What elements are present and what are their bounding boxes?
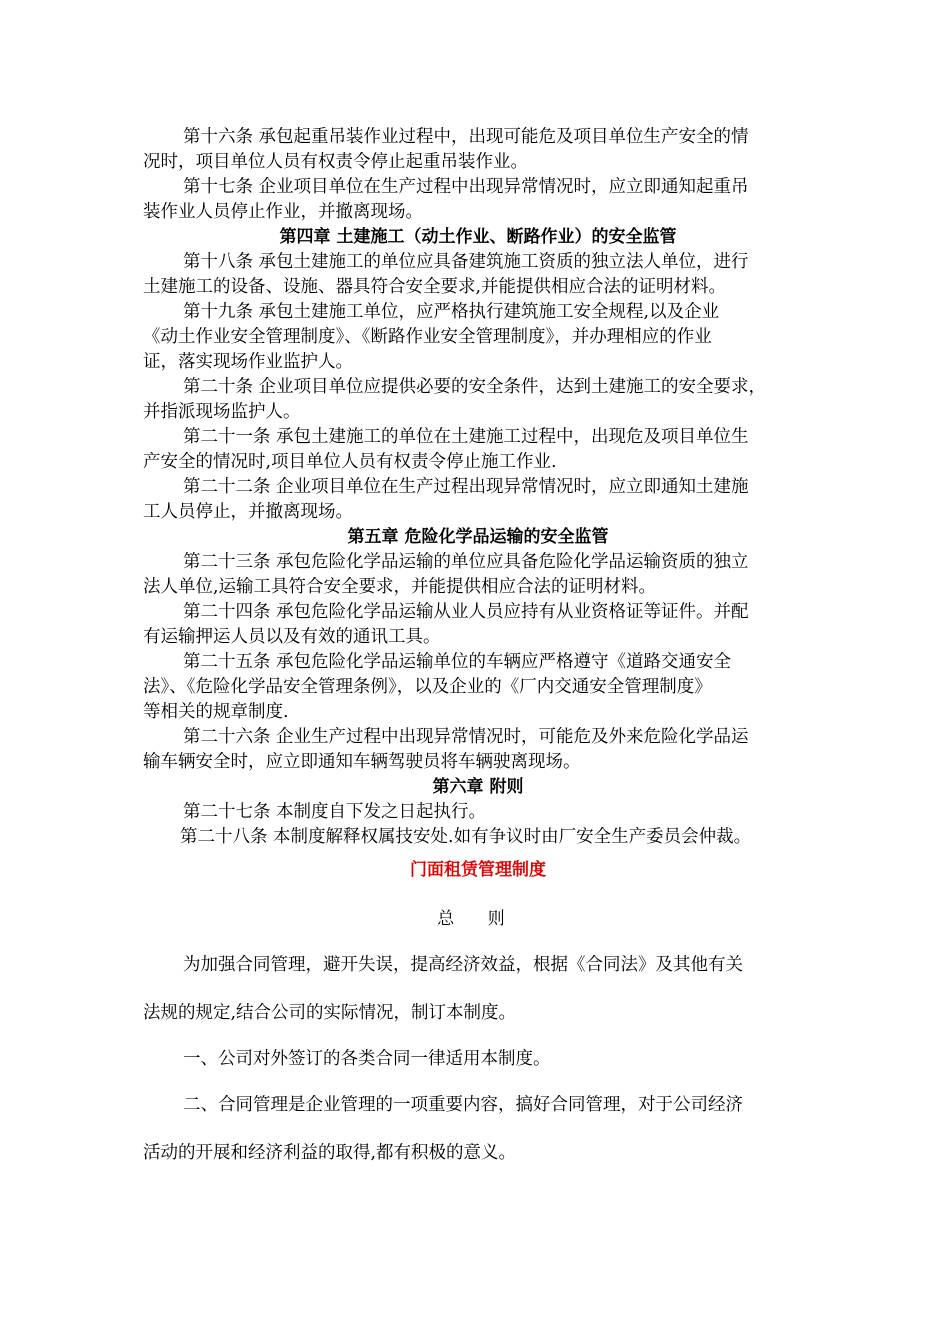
article-26-line-1: 第二十六条 企业生产过程中出现异常情况时，可能危及外来危险化学品运	[183, 727, 749, 747]
article-27-line: 第二十七条 本制度自下发之日起执行。	[183, 802, 487, 822]
article-25-line-2: 法》、《危险化学品安全管理条例》，以及企业的《厂内交通安全管理制度》	[143, 677, 712, 697]
article-22-line-2: 工人员停止，并撤离现场。	[143, 502, 353, 522]
rental-para-1-line-1: 为加强合同管理，避开失误，提高经济效益，根据《合同法》及其他有关	[183, 955, 743, 975]
chapter-4-heading: 第四章 土建施工（动土作业、断路作业）的安全监管	[279, 227, 677, 247]
article-24-line-2: 有运输押运人员以及有效的通讯工具。	[143, 627, 441, 647]
rental-item-1: 一、公司对外签订的各类合同一律适用本制度。	[183, 1049, 551, 1069]
article-21-line-2: 产安全的情况时,项目单位人员有权责令停止施工作业.	[143, 452, 557, 472]
article-17-line-1: 第十七条 企业项目单位在生产过程中出现异常情况时，应立即通知起重吊	[183, 177, 749, 197]
article-18-line-2: 土建施工的设备、设施、器具符合安全要求,并能提供相应合法的证明材料。	[143, 277, 727, 297]
chapter-6-heading: 第六章 附则	[432, 777, 524, 797]
chapter-5-heading: 第五章 危险化学品运输的安全监管	[347, 527, 609, 547]
article-25-line-3: 等相关的规章制度.	[143, 702, 289, 722]
rental-item-2-line-1: 二、合同管理是企业管理的一项重要内容，搞好合同管理，对于公司经济	[183, 1095, 743, 1115]
article-19-line-2: 《动土作业安全管理制度》、《断路作业安全管理制度》，并办理相应的作业	[143, 327, 712, 347]
article-25-line-1: 第二十五条 承包危险化学品运输单位的车辆应严格遵守《道路交通安全	[183, 652, 732, 672]
article-17-line-2: 装作业人员停止作业，并撤离现场。	[143, 202, 423, 222]
article-23-line-2: 法人单位,运输工具符合安全要求，并能提供相应合法的证明材料。	[143, 577, 657, 597]
rental-item-2-line-2: 活动的开展和经济利益的取得,都有积极的意义。	[143, 1143, 517, 1163]
article-23-line-1: 第二十三条 承包危险化学品运输的单位应具备危险化学品运输资质的独立	[183, 552, 749, 572]
article-22-line-1: 第二十二条 企业项目单位在生产过程出现异常情况时，应立即通知土建施	[183, 477, 749, 497]
article-19-line-3: 证，落实现场作业监护人。	[143, 352, 353, 372]
article-26-line-2: 输车辆安全时，应立即通知车辆驾驶员将车辆驶离现场。	[143, 752, 581, 772]
article-24-line-1: 第二十四条 承包危险化学品运输从业人员应持有从业资格证等证件。并配	[183, 602, 749, 622]
article-20-line-2: 并指派现场监护人。	[143, 402, 301, 422]
article-16-line-1: 第十六条 承包起重吊装作业过程中，出现可能危及项目单位生产安全的情	[183, 127, 749, 147]
article-28-line: 第二十八条 本制度解释权属技安处.如有争议时由厂安全生产委员会仲裁。	[180, 827, 752, 847]
article-20-line-1: 第二十条 企业项目单位应提供必要的安全条件，达到土建施工的安全要求，	[183, 377, 767, 397]
rental-policy-title: 门面租赁管理制度	[410, 860, 546, 880]
article-19-line-1: 第十九条 承包土建施工单位，应严格执行建筑施工安全规程,以及企业	[183, 302, 720, 322]
general-provisions-heading: 总 则	[437, 909, 519, 929]
article-16-line-2: 况时，项目单位人员有权责令停止起重吊装作业。	[143, 152, 528, 172]
rental-para-1-line-2: 法规的规定,结合公司的实际情况，制订本制度。	[143, 1003, 517, 1023]
article-18-line-1: 第十八条 承包土建施工的单位应具备建筑施工资质的独立法人单位，进行	[183, 252, 749, 272]
article-21-line-1: 第二十一条 承包土建施工的单位在土建施工过程中，出现危及项目单位生	[183, 427, 749, 447]
